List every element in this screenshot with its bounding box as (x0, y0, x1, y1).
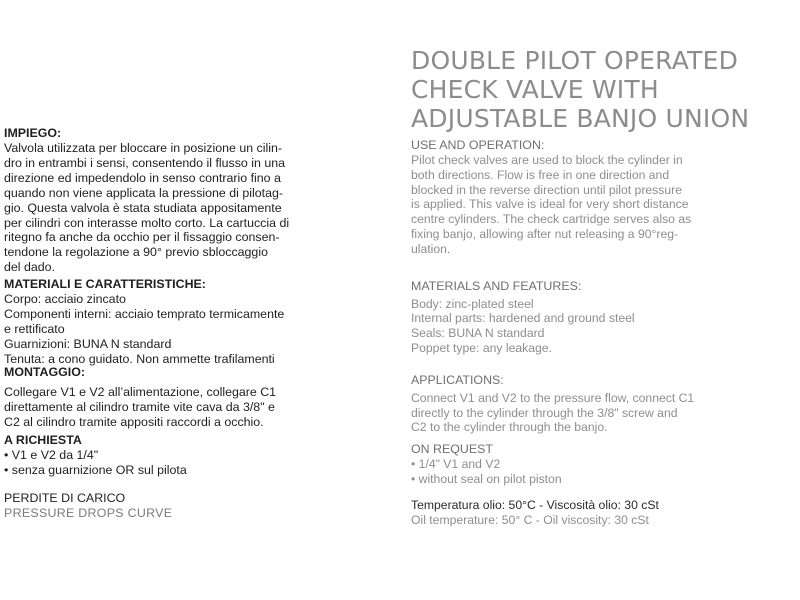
text-line: fixing banjo, allowing after nut releasing a 90°reg- (411, 226, 679, 241)
list-item: • senza guarnizione OR sul pilota (4, 463, 187, 478)
request-heading: ON REQUEST (411, 442, 493, 457)
text-line: centre cylinders. The check cartridge serves also as (411, 212, 692, 227)
montaggio-text (4, 385, 322, 430)
english-column (411, 46, 796, 527)
title-line: DOUBLE PILOT OPERATED (411, 46, 739, 75)
title-line: ADJUSTABLE BANJO UNION (411, 104, 750, 133)
text-line: Collegare V1 e V2 all’alimentazione, collegare C1 (4, 384, 277, 399)
text-line: C2 al cilindro tramite appositi raccordi a occhio. (4, 414, 264, 429)
text-line: tendone la regolazione a 90° previo sbloccaggio (4, 245, 268, 260)
list-item: • V1 e V2 da 1/4" (4, 448, 99, 463)
materials-text (411, 297, 796, 356)
impiego-text (4, 141, 322, 275)
text-line: Internal parts: hardened and ground steel (411, 311, 635, 326)
text-line: direttamente al cilindro tramite vite cava da 3/8" e (4, 399, 275, 414)
text-line: Seals: BUNA N standard (411, 326, 545, 341)
text-line: ulation. (411, 241, 451, 256)
richiesta-heading: A RICHIESTA (4, 433, 82, 448)
temperature-it: Temperatura olio: 50°C - Viscosità olio: 30 cSt (411, 497, 659, 512)
text-line: del dado. (4, 260, 55, 275)
text-line: per cilindri con interasse molto corto. La cartuccia di (4, 215, 290, 230)
request-list (411, 457, 796, 487)
product-title (411, 46, 796, 133)
pressure-drops-label: PRESSURE DROPS CURVE (4, 506, 173, 521)
text-line: Corpo: acciaio zincato (4, 292, 126, 307)
text-line: Connect V1 and V2 to the pressure flow, connect C1 (411, 390, 695, 405)
text-line: Pilot check valves are used to block the cylinder in (411, 153, 683, 167)
text-line: Componenti interni: acciaio temprato termicamente (4, 307, 285, 322)
text-line: Valvola utilizzata per bloccare in posizione un cilin- (4, 141, 283, 155)
italian-column (4, 126, 322, 521)
text-line: quando non viene applicata la pressione di pilotag- (4, 185, 283, 200)
materiali-heading: MATERIALI E CARATTERISTICHE: (4, 277, 206, 292)
text-line: both directions. Flow is free in one direction and (411, 167, 670, 182)
impiego-heading: IMPIEGO: (4, 126, 62, 140)
text-line: directly to the cylinder through the 3/8" screw and (411, 405, 678, 420)
temperature-en: Oil temperature: 50° C - Oil viscosity: 30 cSt (411, 512, 649, 527)
text-line: Tenuta: a cono guidato. Non ammette trafilamenti (4, 351, 275, 366)
applications-text (411, 391, 796, 435)
text-line: C2 to the cylinder through the banjo. (411, 420, 608, 435)
text-line: is applied. This valve is ideal for very short distance (411, 197, 689, 212)
text-line: gio. Questa valvola è stata studiata appositamente (4, 200, 282, 215)
use-text (411, 153, 796, 257)
materiali-text (4, 292, 322, 367)
text-line: Poppet type: any leakage. (411, 340, 552, 355)
title-line: CHECK VALVE WITH (411, 75, 659, 104)
richiesta-list (4, 448, 322, 478)
text-line: blocked in the reverse direction until pilot pressure (411, 182, 682, 197)
text-line: dro in entrambi i sensi, consentendo il flusso in una (4, 155, 286, 170)
applications-heading: APPLICATIONS: (411, 372, 504, 387)
text-line: Guarnizioni: BUNA N standard (4, 336, 172, 351)
montaggio-heading: MONTAGGIO: (4, 364, 85, 379)
materials-heading: MATERIALS AND FEATURES: (411, 278, 582, 293)
perdite-heading: PERDITE DI CARICO (4, 491, 126, 506)
text-line: ritegno fa anche da occhio per il fissaggio consen- (4, 230, 280, 245)
list-item: • without seal on pilot piston (411, 471, 562, 486)
use-heading: USE AND OPERATION: (411, 138, 545, 152)
text-line: Body: zinc-plated steel (411, 296, 534, 311)
text-line: direzione ed impedendolo in senso contrario fino a (4, 170, 281, 185)
list-item: • 1/4" V1 and V2 (411, 457, 501, 472)
text-line: e rettificato (4, 321, 65, 336)
